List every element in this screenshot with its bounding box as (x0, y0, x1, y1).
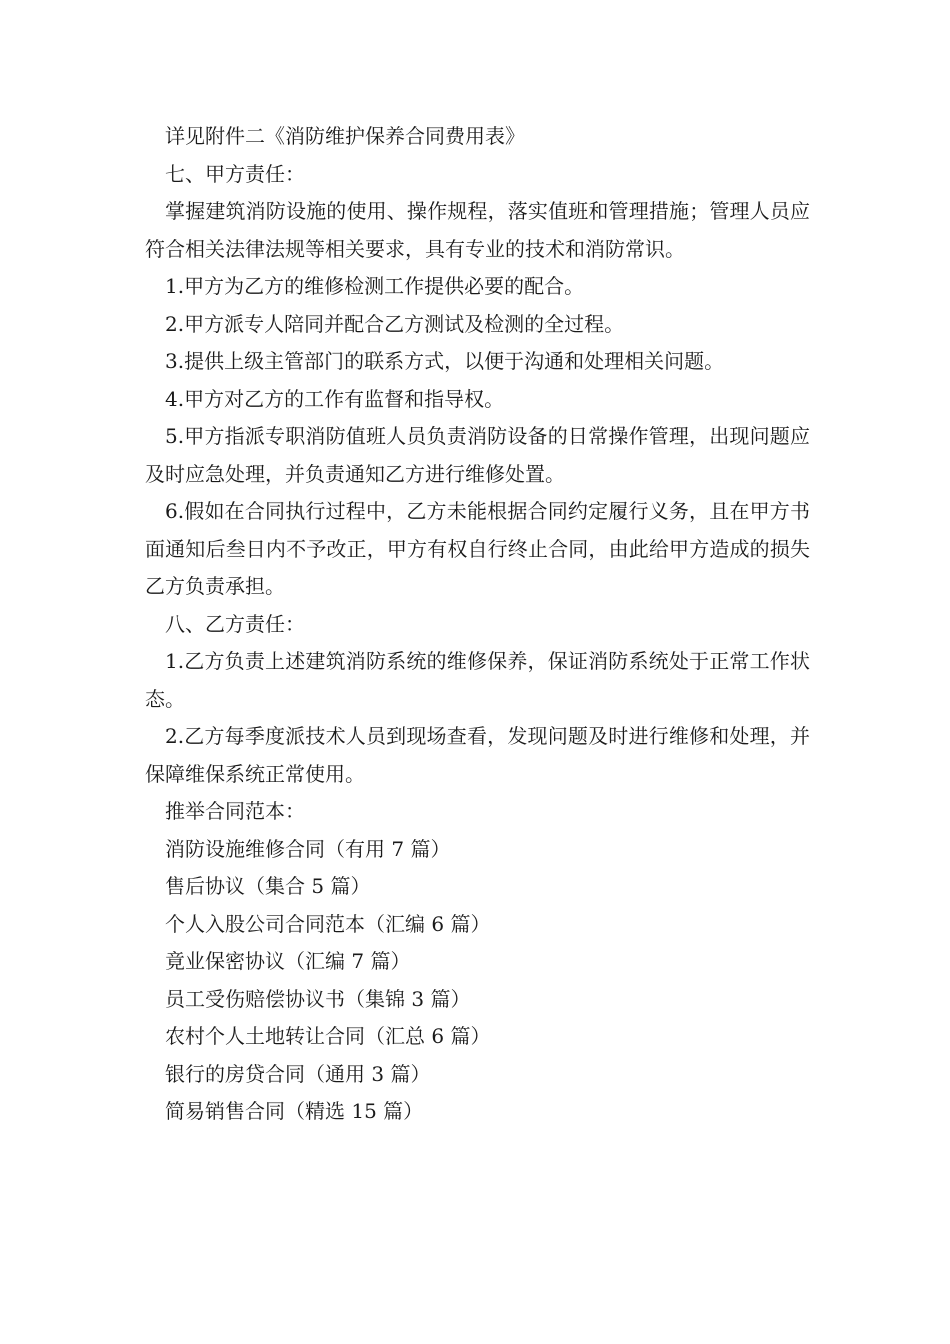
section-seven-heading: 七、甲方责任： (165, 161, 305, 186)
section-seven-item-4: 4.甲方对乙方的工作有监督和指导权。 (165, 386, 505, 411)
section-seven-item-3: 3.提供上级主管部门的联系方式，以便于沟通和处理相关问题。 (165, 349, 725, 373)
section-seven-item-2: 2.甲方派专人陪同并配合乙方测试及检测的全过程。 (165, 311, 625, 336)
recommend-link[interactable]: 员工受伤赔偿协议书（集锦 3 篇） (165, 986, 471, 1011)
attachment-reference: 详见附件二《消防维护保养合同费用表》 (165, 124, 525, 148)
recommend-link[interactable]: 竟业保密协议（汇编 7 篇） (165, 949, 411, 973)
section-seven-item-5: 5.甲方指派专职消防值班人员负责消防设备的日常操作管理，出现问题应及时应急处理，并负责通知乙方进行维修处置。 (145, 424, 810, 486)
section-eight-item-1: 1.乙方负责上述建筑消防系统的维修保养，保证消防系统处于正常工作状态。 (145, 649, 810, 711)
recommend-link[interactable]: 售后协议（集合 5 篇） (165, 874, 371, 898)
recommend-link[interactable]: 简易销售合同（精选 15 篇） (165, 1099, 424, 1123)
section-seven-item-1: 1.甲方为乙方的维修检测工作提供必要的配合。 (165, 274, 585, 298)
section-eight-heading: 八、乙方责任： (165, 611, 305, 636)
recommend-link[interactable]: 个人入股公司合同范本（汇编 6 篇） (165, 911, 491, 936)
document-body (145, 118, 810, 1131)
recommend-link[interactable]: 银行的房贷合同（通用 3 篇） (165, 1061, 431, 1086)
recommend-link[interactable]: 消防设施维修合同（有用 7 篇） (165, 836, 451, 861)
section-seven-item-6: 6.假如在合同执行过程中，乙方未能根据合同约定履行义务，且在甲方书面通知后叁日内不予改正，甲方有权自行终止合同，由此给甲方造成的损失乙方负责承担。 (145, 499, 810, 598)
section-eight-item-2: 2.乙方每季度派技术人员到现场查看，发现问题及时进行维修和处理，并保障维保系统正常使用。 (145, 724, 810, 786)
section-seven-intro: 掌握建筑消防设施的使用、操作规程，落实值班和管理措施；管理人员应符合相关法律法规等相关要求，具有专业的技术和消防常识。 (145, 199, 810, 261)
recommend-link[interactable]: 农村个人土地转让合同（汇总 6 篇） (165, 1024, 491, 1048)
recommend-heading: 推举合同范本： (165, 799, 305, 823)
